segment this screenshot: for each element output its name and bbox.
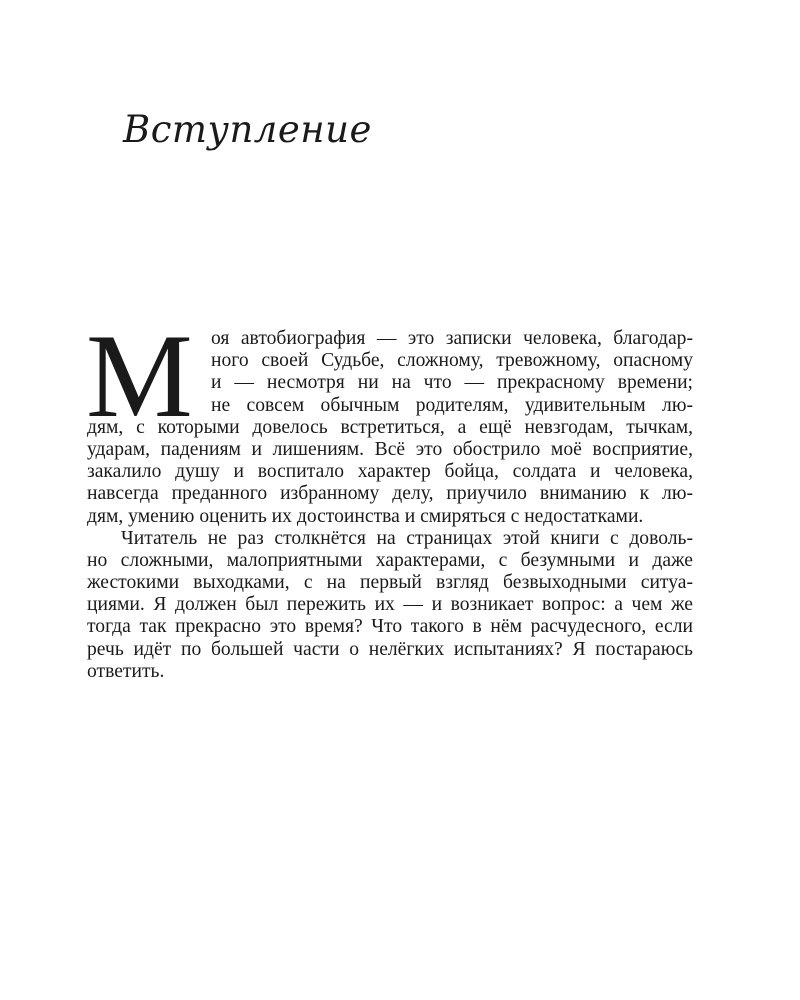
text-line: дям, с которыми довелось встретиться, а ещё невзгодам, тычкам,: [87, 416, 693, 438]
text-line: ответить.: [87, 660, 165, 682]
text-line: жестокими выходками, с на первый взгляд безвыходными ситуа-: [87, 572, 693, 594]
body-text: [87, 328, 693, 683]
drop-cap-letter: М: [86, 309, 193, 442]
text-line: оя автобиография — это записки человека, благодар-: [211, 328, 693, 349]
text-line: не совсем обычным родителям, удивительным лю-: [211, 394, 693, 416]
text-line: Читатель не раз столкнётся на страницах этой книги с доволь-: [121, 527, 693, 549]
text-line: циями. Я должен был пережить их — и возникает вопрос: а чем же: [87, 594, 693, 616]
text-line: дям, умению оценить их достоинства и смиряться с недостатками.: [87, 505, 644, 527]
text-line: закалило душу и воспитало характер бойца, солдата и человека,: [87, 461, 693, 483]
text-line: и — несмотря ни на что — прекрасному времени;: [211, 372, 693, 394]
text-line: навсегда преданного избранному делу, приучило вниманию к лю-: [87, 483, 693, 505]
chapter-title: Вступление: [123, 108, 372, 151]
text-line: ного своей Судьбе, сложному, тревожному, опасному: [211, 350, 693, 372]
text-line: но сложными, малоприятными характерами, с безумными и даже: [87, 549, 693, 571]
text-line: тогда так прекрасно это время? Что такого в нём расчудесного, если: [87, 616, 693, 638]
text-line: ударам, падениям и лишениям. Всё это обострило моё восприятие,: [87, 438, 693, 460]
text-line: речь идёт по большей части о нелёгких испытаниях? Я постараюсь: [87, 638, 693, 660]
